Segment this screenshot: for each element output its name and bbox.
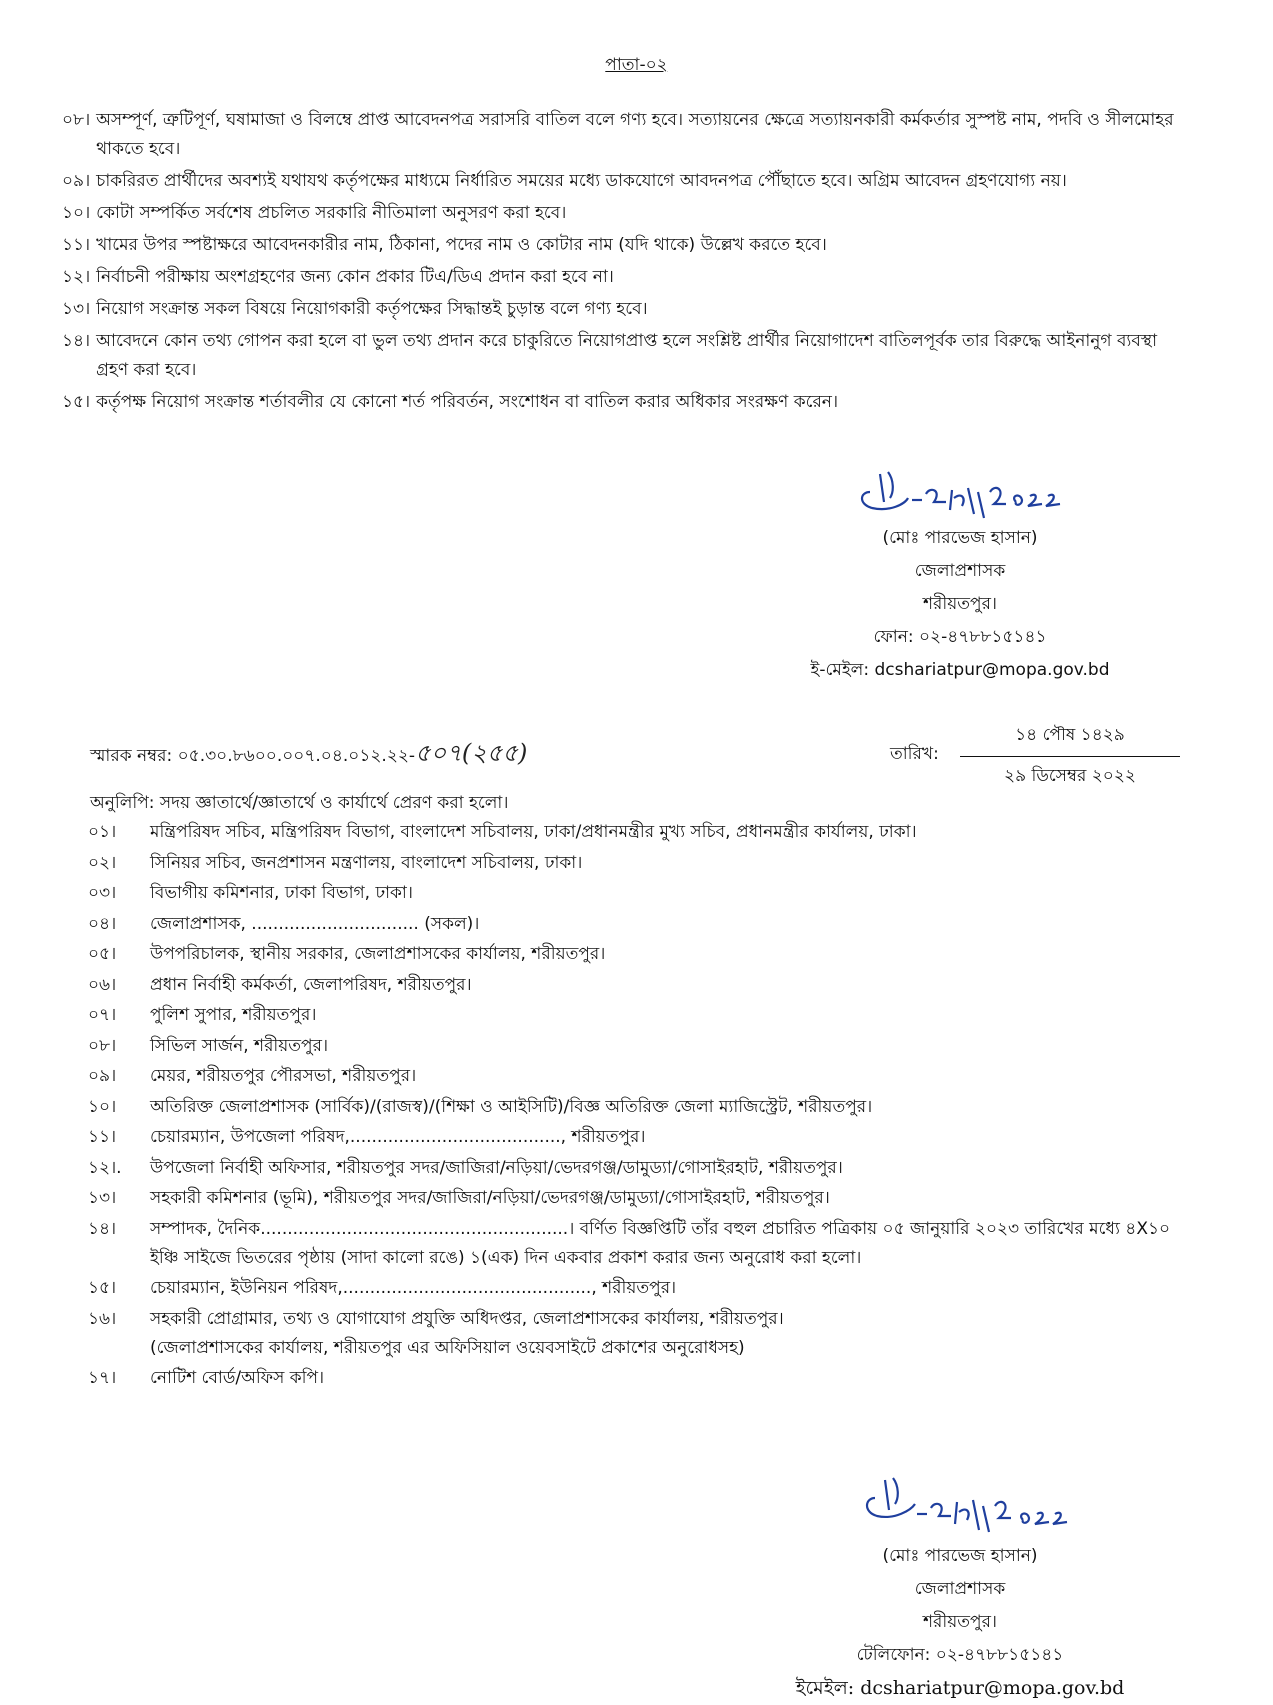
date-bangla: ১৪ পৌষ ১৪২৯: [1015, 725, 1125, 745]
distribution-item: [88, 1184, 1178, 1213]
distribution-number: ০৪।: [88, 913, 117, 934]
distribution-number: ০৫।: [88, 944, 117, 964]
distribution-number: ০৬।: [88, 974, 117, 995]
distribution-number: ১৬।: [88, 1308, 117, 1329]
distribution-text: চেয়ারম্যান, ইউনিয়ন পরিষদ,.............................................., শরীয়তপুর।: [150, 1278, 677, 1298]
distribution-text: বিভাগীয় কমিশনার, ঢাকা বিভাগ, ঢাকা।: [150, 883, 413, 903]
memo-row: [90, 725, 1180, 793]
distribution-item: [88, 818, 1178, 847]
memo-number-label: স্মারক নম্বর: ০৫.৩০.৮৬০০.০০৭.০৪.০১২.২২-: [90, 746, 416, 766]
distribution-item: [88, 1364, 1178, 1393]
condition-number: ১৩।: [62, 299, 91, 319]
distribution-text: প্রধান নির্বাহী কর্মকর্তা, জেলাপরিষদ, শরীয়তপুর।: [150, 974, 472, 995]
distribution-number: ০৮।: [88, 1035, 117, 1056]
distribution-item: [88, 910, 1178, 939]
signatory-email: ইমেইল: dcshariatpur@mopa.gov.bd: [795, 1677, 1125, 1699]
distribution-item: [88, 1093, 1178, 1122]
distribution-number: ০২।: [88, 852, 117, 873]
distribution-number: ০৭।: [88, 1005, 117, 1025]
distribution-note: (জেলাপ্রশাসকের কার্যালয়, শরীয়তপুর এর অফিসিয়াল ওয়েবসাইটে প্রকাশের অনুরোধসহ): [150, 1337, 745, 1358]
condition-item: [62, 388, 1177, 417]
distribution-number: ১৪।: [88, 1218, 117, 1239]
condition-text: কর্তৃপক্ষ নিয়োগ সংক্রান্ত শর্তাবলীর যে কোনো শর্ত পরিবর্তন, সংশোধন বা বাতিল করার অধিকার সংরক্ষণ করেন।: [96, 392, 839, 412]
condition-number: ০৮।: [62, 110, 91, 130]
distribution-line: সহকারী প্রোগ্রামার, তথ্য ও যোগাযোগ প্রযুক্তি অধিদপ্তর, জেলাপ্রশাসকের কার্যালয়, শরীয়তপুর।: [150, 1308, 784, 1329]
distribution-text: উপজেলা নির্বাহী অফিসার, শরীয়তপুর সদর/জাজিরা/নড়িয়া/ভেদরগঞ্জ/ডামুড্যা/গোসাইরহাট, শরীয়তপুর।: [150, 1157, 843, 1178]
distribution-item: [88, 1001, 1178, 1030]
date-label: তারিখ:: [890, 744, 939, 764]
distribution-number: ১৭।: [88, 1368, 117, 1388]
distribution-text: মন্ত্রিপরিষদ সচিব, মন্ত্রিপরিষদ বিভাগ, বাংলাদেশ সচিবালয়, ঢাকা/প্রধানমন্ত্রীর মুখ্য সচিব, প্রধানমন্ত্রীর কার্যালয়, ঢাকা।: [150, 822, 917, 842]
distribution-text: সিনিয়র সচিব, জনপ্রশাসন মন্ত্রণালয়, বাংলাদেশ সচিবালয়, ঢাকা।: [150, 852, 583, 873]
signatory-phone: টেলিফোন: ০২-৪৭৮৮১৫১৪১: [856, 1645, 1064, 1665]
condition-number: ১১।: [62, 235, 91, 255]
distribution-item: [88, 849, 1178, 878]
distribution-text: সহকারী কমিশনার (ভূমি), শরীয়তপুর সদর/জাজিরা/নড়িয়া/ভেদরগঞ্জ/ডামুড্যা/গোসাইরহাট, শরীয়তপুর।: [150, 1188, 830, 1208]
signatory-designation: জেলাপ্রশাসক: [914, 1579, 1006, 1599]
distribution-item: [88, 1062, 1178, 1091]
distribution-number: ০৩।: [88, 883, 117, 903]
condition-number: ০৯।: [62, 171, 91, 191]
distribution-text: সিভিল সার্জন, শরীয়তপুর।: [150, 1035, 329, 1056]
distribution-item: [88, 1215, 1178, 1273]
distribution-text: উপপরিচালক, স্থানীয় সরকার, জেলাপ্রশাসকের কার্যালয়, শরীয়তপুর।: [150, 944, 606, 964]
signatory-location: শরীয়তপুর।: [922, 594, 997, 614]
distribution-number: ১০।: [88, 1096, 117, 1117]
conditions-list: [62, 106, 1177, 420]
distribution-number: ১৩।: [88, 1188, 117, 1208]
condition-text: চাকরিরত প্রার্থীদের অবশ্যই যথাযথ কর্তৃপক্ষের মাধ্যমে নির্ধারিত সময়ের মধ্যে ডাকযোগে আবদনপত্র পৌঁছাতে হবে। অগ্রিম আবেদন গ্রহণযোগ্য নয়।: [96, 171, 1067, 191]
signatory-location: শরীয়তপুর।: [922, 1612, 997, 1632]
condition-item: [62, 295, 1177, 324]
condition-text: আবেদনে কোন তথ্য গোপন করা হলে বা ভুল তথ্য প্রদান করে চাকুরিতে নিয়োগপ্রাপ্ত হলে সংশ্লিষ্ট প্রার্থীর নিয়োগাদেশ বাতিলপূর্বক তার বিরুদ্ধে আইনানুগ ব্যবস্থা গ্রহণ করা হবে।: [96, 331, 1157, 380]
distribution-text: সম্পাদক, দৈনিক.........................................................। বর্ণিত বিজ্ঞপ্তিটি তাঁর বহুল প্রচারিত পত্রিকায় ০৫ জানুয়ারি ২০২৩ তারিখের মধ্যে ৪X১০ ইঞ্চি সাইজে ভিতরের পৃষ্ঠায় (সাদা কালো রঙে) ১(এক) দিন একবার প্রকাশ করার জন্য অনুরোধ করা হলো।: [150, 1218, 1171, 1268]
memo-handwritten-number: ৫০৭(২৫৫): [415, 739, 528, 767]
distribution-item: [88, 940, 1178, 969]
signatory-designation: জেলাপ্রশাসক: [914, 561, 1006, 581]
distribution-text: পুলিশ সুপার, শরীয়তপুর।: [150, 1005, 317, 1025]
condition-item: [62, 263, 1177, 292]
condition-number: ১২।: [62, 267, 91, 287]
condition-number: ১০।: [62, 203, 91, 223]
condition-item: [62, 231, 1177, 260]
distribution-text: জেলাপ্রশাসক, ............................... (সকল)।: [150, 913, 480, 934]
date-stack: [960, 722, 1180, 791]
condition-number: ১৫।: [62, 392, 91, 412]
condition-item: [62, 106, 1177, 164]
distribution-number: ১৫।: [88, 1278, 117, 1298]
distribution-item: [88, 1123, 1178, 1152]
condition-text: অসম্পূর্ণ, ত্রুটিপূর্ণ, ঘষামাজা ও বিলম্বে প্রাপ্ত আবেদনপত্র সরাসরি বাতিল বলে গণ্য হবে। সত্যায়নের ক্ষেত্রে সত্যায়নকারী কর্মকর্তার সুস্পষ্ট নাম, পদবি ও সীলমোহর থাকতে হবে।: [96, 110, 1174, 159]
date-block: [890, 725, 1180, 793]
date-divider: [960, 756, 1180, 757]
copy-intro: অনুলিপি: সদয় জ্ঞাতার্থে/জ্ঞাতার্থে ও কার্যার্থে প্রেরণ করা হলো।: [90, 793, 509, 813]
distribution-list: [88, 818, 1178, 1395]
distribution-text: চেয়ারম্যান, উপজেলা পরিষদ,......................................., শরীয়তপুর।: [150, 1127, 646, 1147]
condition-text: নিয়োগ সংক্রান্ত সকল বিষয়ে নিয়োগকারী কর্তৃপক্ষের সিদ্ধান্তই চুড়ান্ত বলে গণ্য হবে।: [96, 299, 648, 319]
condition-text: কোটা সম্পর্কিত সর্বশেষ প্রচলিত সরকারি নীতিমালা অনুসরণ করা হবে।: [96, 203, 567, 223]
distribution-number: ০৯।: [88, 1066, 117, 1086]
condition-item: [62, 167, 1177, 196]
distribution-item: [88, 1274, 1178, 1303]
condition-text: নির্বাচনী পরীক্ষায় অংশগ্রহণের জন্য কোন প্রকার টিএ/ডিএ প্রদান করা হবে না।: [96, 267, 614, 287]
condition-text: খামের উপর স্পষ্টাক্ষরে আবেদনকারীর নাম, ঠিকানা, পদের নাম ও কোটার নাম (যদি থাকে) উল্লেখ করতে হবে।: [96, 235, 827, 255]
signatory-email: ই-মেইল: dcshariatpur@mopa.gov.bd: [810, 660, 1110, 680]
distribution-text: নোটিশ বোর্ড/অফিস কপি।: [150, 1368, 325, 1388]
distribution-number: ১১।: [88, 1127, 117, 1147]
distribution-item: [88, 879, 1178, 908]
signatory-name: (মোঃ পারভেজ হাসান): [882, 528, 1038, 548]
signature-block-2: [700, 1540, 1220, 1705]
page-number-label: পাতা-০২: [605, 55, 668, 75]
distribution-item: [88, 971, 1178, 1000]
date-english: ২৯ ডিসেম্বর ২০২২: [1004, 766, 1136, 786]
condition-item: [62, 327, 1177, 385]
condition-number: ১৪।: [62, 331, 91, 351]
distribution-text: অতিরিক্ত জেলাপ্রশাসক (সার্বিক)/(রাজস্ব)/(শিক্ষা ও আইসিটি)/বিজ্ঞ অতিরিক্ত জেলা ম্যাজিস্ট্রেট, শরীয়তপুর।: [150, 1096, 873, 1117]
distribution-text: [150, 1305, 1178, 1363]
distribution-number: ১২।.: [88, 1157, 122, 1178]
distribution-number: ০১।: [88, 822, 117, 842]
distribution-item: [88, 1154, 1178, 1183]
distribution-item: [88, 1305, 1178, 1363]
memo-number: [90, 735, 527, 775]
distribution-item: [88, 1032, 1178, 1061]
signature-block-1: [700, 522, 1220, 687]
condition-item: [62, 199, 1177, 228]
distribution-text: মেয়র, শরীয়তপুর পৌরসভা, শরীয়তপুর।: [150, 1066, 417, 1086]
handwritten-signature: [855, 1470, 1105, 1550]
signatory-name: (মোঃ পারভেজ হাসান): [882, 1546, 1038, 1566]
signatory-phone: ফোন: ০২-৪৭৮৮১৫১৪১: [873, 627, 1047, 647]
